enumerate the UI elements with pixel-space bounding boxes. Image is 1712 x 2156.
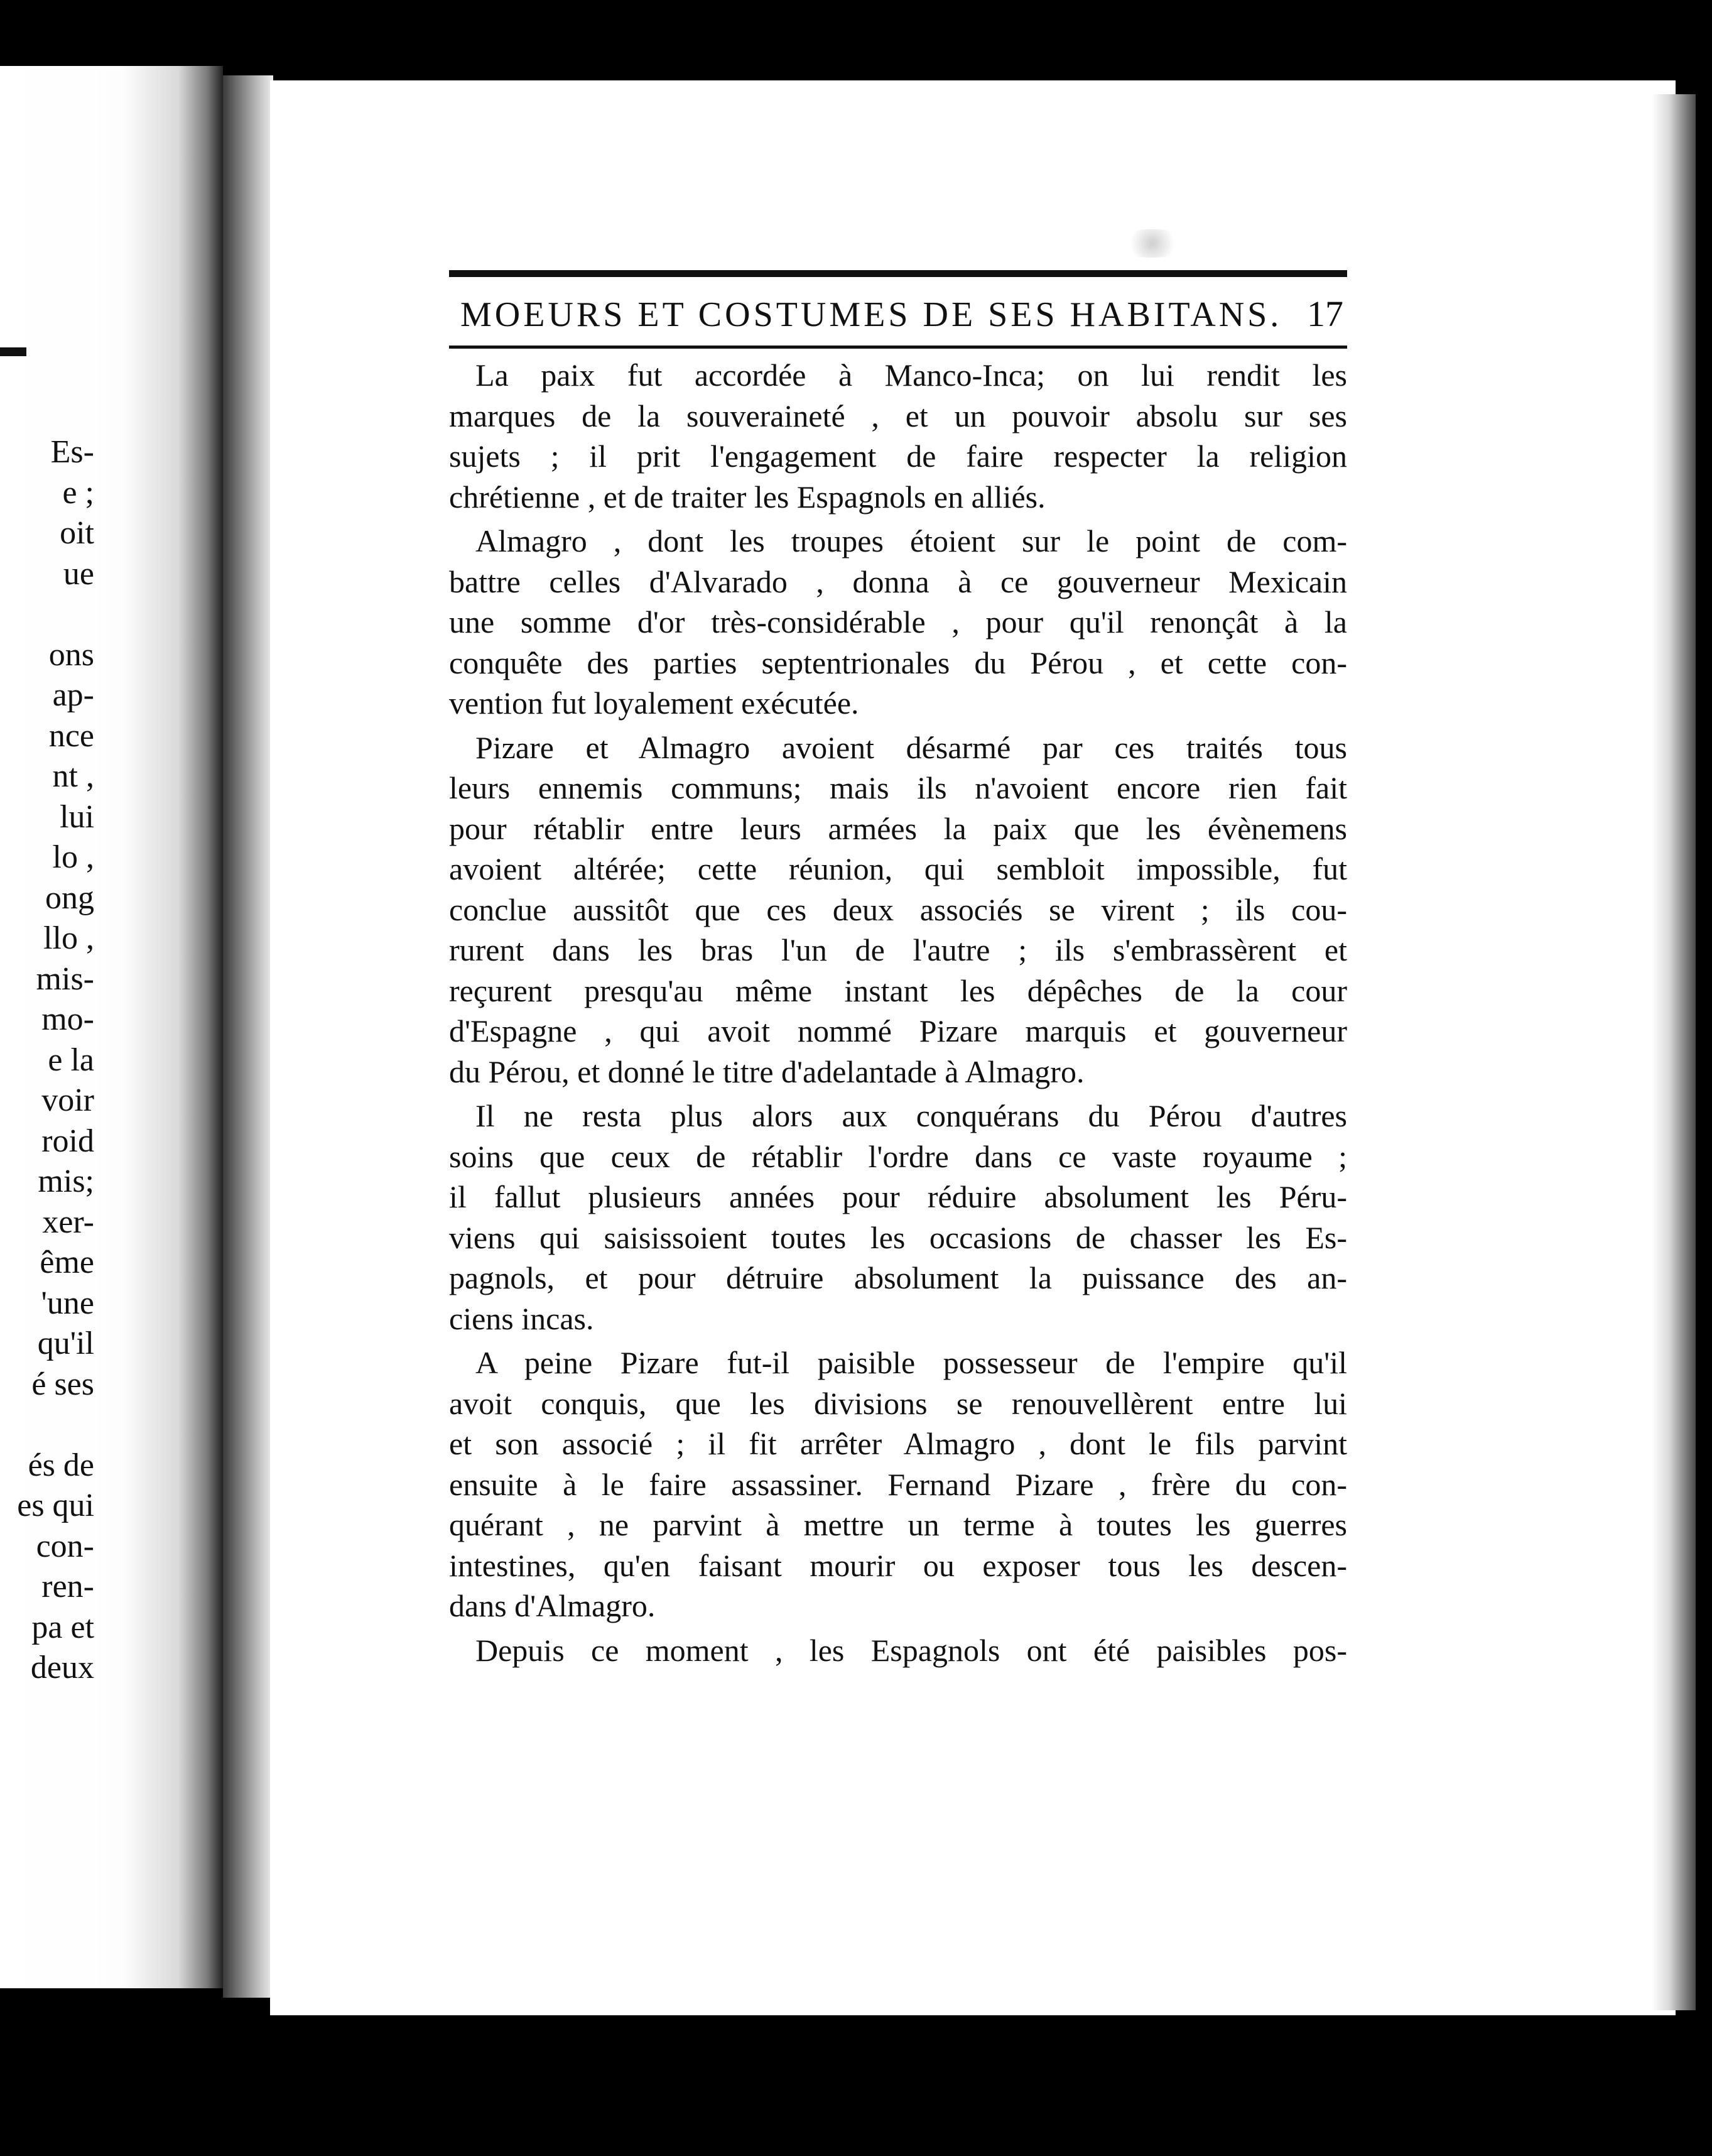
text-line: intestines, qu'en faisant mourir ou exposer tous les descen- — [449, 1547, 1347, 1583]
text-line: A peine Pizare fut-il paisible possesseur de l'empire qu'il — [475, 1345, 1347, 1380]
left-page-fragment: ren- — [41, 1569, 94, 1604]
text-line: ciens incas. — [449, 1300, 594, 1336]
text-line: pagnols, et pour détruire absolument la puissance des an- — [449, 1260, 1347, 1295]
text-line: il fallut plusieurs années pour réduire absolument les Péru- — [449, 1179, 1347, 1214]
right-page-edge-shadow — [1652, 94, 1696, 2010]
left-page-fragment: e la — [48, 1042, 94, 1078]
left-page-fragment: ong — [45, 879, 94, 916]
left-page-fragment: mo- — [41, 1001, 94, 1037]
text-line: Pizare et Almagro avoient désarmé par ces traités tous — [475, 729, 1347, 765]
left-page-fragment: ue — [63, 555, 94, 592]
text-line: avoient altérée; cette réunion, qui sembloit impossible, fut — [449, 851, 1347, 886]
text-line: reçurent presqu'au même instant les dépêches de la cour — [449, 972, 1347, 1008]
running-head-title: MOEURS ET COSTUMES DE SES HABITANS. — [460, 295, 1282, 334]
paragraph — [449, 355, 1347, 517]
left-page-fragment: nt , — [52, 758, 94, 794]
book-gutter-shadow — [223, 75, 273, 1998]
text-line: leurs ennemis communs; mais ils n'avoient encore rien fait — [449, 770, 1347, 805]
left-page-fragment: es qui — [17, 1488, 94, 1523]
paragraph — [449, 727, 1347, 1092]
left-page-fragment: voir — [41, 1082, 94, 1118]
text-line: battre celles d'Alvarado , donna à ce gouverneur Mexicain — [449, 564, 1347, 599]
text-line: une somme d'or très-considérable , pour qu'il renonçât à la — [449, 604, 1347, 640]
page-number: 17 — [1307, 293, 1343, 334]
text-line: pour rétablir entre leurs armées la paix que les évènemens — [449, 810, 1347, 846]
paragraph — [449, 1630, 1347, 1671]
text-line: dans d'Almagro. — [449, 1588, 656, 1623]
running-head — [449, 277, 1347, 346]
header-rule-bottom — [449, 346, 1347, 349]
left-page-fragment: qu'il — [37, 1326, 94, 1361]
text-line: d'Espagne , qui avoit nommé Pizare marquis et gouverneur — [449, 1013, 1347, 1048]
left-page-fragment: 'une — [41, 1285, 94, 1321]
text-line: du Pérou, et donné le titre d'adelantade à Almagro. — [449, 1054, 1085, 1089]
left-page-fragment: ons — [48, 636, 94, 673]
ink-smudge — [1124, 229, 1181, 258]
page-text-block — [449, 270, 1347, 1670]
left-page-fragment: llo , — [43, 920, 94, 956]
text-line: Il ne resta plus alors aux conquérans du Pérou d'autres — [475, 1098, 1347, 1133]
text-line: Depuis ce moment , les Espagnols ont été paisibles pos- — [475, 1632, 1347, 1668]
left-page-fragment: ap- — [52, 677, 94, 713]
paragraph — [449, 1342, 1347, 1626]
left-page-fragment: Es- — [50, 434, 94, 470]
text-line: avoit conquis, que les divisions se renouvellèrent entre lui — [449, 1385, 1347, 1421]
left-page-fragment: pa et — [31, 1609, 94, 1645]
text-line: conquête des parties septentrionales du Pérou , et cette con- — [449, 645, 1347, 680]
paragraph — [449, 1096, 1347, 1339]
text-line: sujets ; il prit l'engagement de faire respecter la religion — [449, 438, 1347, 474]
text-line: marques de la souveraineté , et un pouvoir absolu sur ses — [449, 398, 1347, 433]
text-line: viens qui saisissoient toutes les occasions de chasser les Es- — [449, 1219, 1347, 1255]
header-rule-top — [449, 270, 1347, 277]
left-page-fragment: nce — [48, 717, 94, 754]
paragraph — [449, 521, 1347, 724]
text-line: et son associé ; il fit arrêter Almagro , dont le fils parvint — [449, 1426, 1347, 1461]
text-line: La paix fut accordée à Manco-Inca; on lui rendit les — [475, 357, 1347, 393]
left-page-fragment: con- — [36, 1528, 94, 1564]
text-line: conclue aussitôt que ces deux associés se virent ; ils cou- — [449, 891, 1347, 927]
left-facing-page — [0, 66, 223, 1988]
left-page-fragment: deux — [30, 1650, 94, 1685]
left-page-fragment: e ; — [62, 474, 94, 511]
text-line: chrétienne , et de traiter les Espagnols en alliés. — [449, 479, 1046, 514]
left-page-fragment: mis- — [36, 961, 94, 997]
left-page-fragment: lo , — [52, 839, 94, 875]
left-page-fragment: és de — [28, 1447, 94, 1483]
left-page-fragment: oit — [60, 515, 94, 551]
text-line: rurent dans les bras l'un de l'autre ; ils s'embrassèrent et — [449, 932, 1347, 967]
text-line: quérant , ne parvint à mettre un terme à toutes les guerres — [449, 1507, 1347, 1542]
left-page-fragment: xer- — [42, 1204, 94, 1240]
left-page-fragment: mis; — [38, 1163, 94, 1199]
text-line: soins que ceux de rétablir l'ordre dans ce vaste royaume ; — [449, 1138, 1347, 1174]
body-text — [449, 355, 1347, 1670]
text-line: Almagro , dont les troupes étoient sur le point de com- — [475, 523, 1347, 558]
left-page-fragment: roid — [41, 1123, 94, 1159]
text-line: vention fut loyalement exécutée. — [449, 685, 859, 721]
left-page-fragment: é ses — [31, 1366, 94, 1402]
left-page-rule — [0, 347, 26, 356]
text-line: ensuite à le faire assassiner. Fernand Pizare , frère du con- — [449, 1466, 1347, 1502]
left-page-fragment: lui — [60, 798, 94, 835]
left-page-fragment: ême — [40, 1244, 94, 1280]
